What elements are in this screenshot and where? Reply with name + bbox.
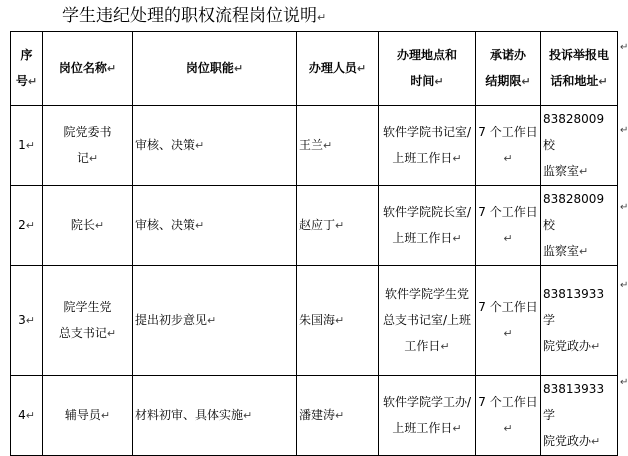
cell-deadline: 7 个工作日↵ [476,186,541,266]
cell-deadline: 7 个工作日↵ [476,266,541,376]
cell-deadline: 7 个工作日↵ [476,376,541,456]
header-cell-deadline: 承诺办 结期限↵ [476,32,541,106]
cell-post: 院学生党 总支书记↵ [43,266,133,376]
header-cell-duty: 岗位职能↵ [133,32,297,106]
row-end-marks [620,0,627,451]
header-cell-person: 办理人员↵ [297,32,379,106]
table-row [11,376,618,456]
paragraph-mark-icon: ↵ [317,11,327,24]
cell-duty: 提出初步意见↵ [133,266,297,376]
table-row [11,186,618,266]
header-cell-no: 序 号↵ [11,32,43,106]
cell-contact: 83813933 学 院党政办↵ [541,266,618,376]
cell-person: 王兰↵ [297,106,379,186]
cell-no: 4↵ [11,376,43,456]
table-row [11,106,618,186]
cell-contact: 83828009 校 监察室↵ [541,186,618,266]
row-end-mark-icon: ↵ [620,202,628,213]
cell-place: 软件学院书记室/ 上班工作日↵ [379,106,476,186]
cell-person: 朱国海↵ [297,266,379,376]
cell-duty: 审核、决策↵ [133,186,297,266]
cell-no: 3↵ [11,266,43,376]
cell-post: 院党委书 记↵ [43,106,133,186]
cell-duty: 审核、决策↵ [133,106,297,186]
cell-duty: 材料初审、具体实施↵ [133,376,297,456]
header-cell-post: 岗位名称↵ [43,32,133,106]
cell-place: 软件学院学工办/ 上班工作日↵ [379,376,476,456]
row-end-mark-icon: ↵ [620,125,628,136]
cell-contact: 83813933 学 院党政办↵ [541,376,618,456]
title-text: 学生违纪处理的职权流程岗位说明 [62,6,317,26]
cell-post: 辅导员↵ [43,376,133,456]
cell-person: 赵应丁↵ [297,186,379,266]
row-end-mark-icon: ↵ [620,377,628,388]
cell-no: 2↵ [11,186,43,266]
row-end-mark-icon: ↵ [620,280,628,291]
cell-place: 软件学院院长室/ 上班工作日↵ [379,186,476,266]
cell-place: 软件学院学生党 总支书记室/上班 工作日↵ [379,266,476,376]
cell-post: 院长↵ [43,186,133,266]
table-header-row [11,32,618,106]
header-cell-contact: 投诉举报电 话和地址↵ [541,32,618,106]
cell-person: 潘建涛↵ [297,376,379,456]
header-cell-place: 办理地点和 时间↵ [379,32,476,106]
cell-deadline: 7 个工作日↵ [476,106,541,186]
cell-contact: 83828009 校 监察室↵ [541,106,618,186]
document-title [62,4,326,28]
row-end-mark-icon: ↵ [620,42,628,53]
cell-no: 1↵ [11,106,43,186]
table-row [11,266,618,376]
duty-table [10,31,618,456]
